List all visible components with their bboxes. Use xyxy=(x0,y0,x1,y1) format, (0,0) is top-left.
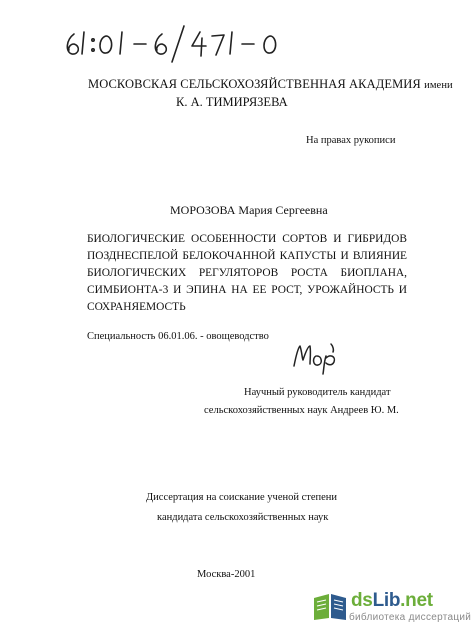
dslib-watermark[interactable] xyxy=(303,590,471,630)
title-line: БИОЛОГИЧЕСКИЕ ОСОБЕННОСТИ СОРТОВ И ГИБРИДОВ xyxy=(87,233,407,245)
handwritten-catalog-number xyxy=(62,22,292,64)
handwritten-signature xyxy=(290,338,340,378)
supervisor-line-2: сельскохозяйственных наук Андреев Ю. М. xyxy=(204,405,399,416)
title-line: БИОЛОГИЧЕСКИХ РЕГУЛЯТОРОВ РОСТА БИОПЛАНА, xyxy=(87,267,407,279)
watermark-subtitle: библиотека диссертаций xyxy=(349,612,471,623)
specialty: Специальность 06.01.06. - овощеводство xyxy=(87,331,269,342)
book-logo-icon xyxy=(311,592,349,622)
institution-name: МОСКОВСКАЯ СЕЛЬСКОХОЗЯЙСТВЕННАЯ АКАДЕМИЯ xyxy=(88,77,421,91)
title-line: СИМБИОНТА-3 И ЭПИНА НА ЕЕ РОСТ, УРОЖАЙНОСТЬ И xyxy=(87,284,407,296)
dissertation-type-line-2: кандидата сельскохозяйственных наук xyxy=(157,512,329,523)
title-line: СОХРАНЯЕМОСТЬ xyxy=(87,301,186,313)
title-line: ПОЗДНЕСПЕЛОЙ БЕЛОКОЧАННОЙ КАПУСТЫ И ВЛИЯНИЕ xyxy=(87,250,407,262)
rights-note: На правах рукописи xyxy=(306,135,396,146)
city-year: Москва-2001 xyxy=(197,569,256,580)
supervisor-line-1: Научный руководитель кандидат xyxy=(244,387,391,398)
dissertation-title xyxy=(87,231,407,316)
watermark-brand: dsLib.net xyxy=(351,590,433,611)
institution-name-suffix: имени xyxy=(424,80,453,91)
author-name: МОРОЗОВА Мария Сергеевна xyxy=(170,203,328,217)
institution-line-1 xyxy=(88,77,453,92)
institution-line-2: К. А. ТИМИРЯЗЕВА xyxy=(176,95,288,109)
dissertation-type-line-1: Диссертация на соискание ученой степени xyxy=(146,492,338,503)
